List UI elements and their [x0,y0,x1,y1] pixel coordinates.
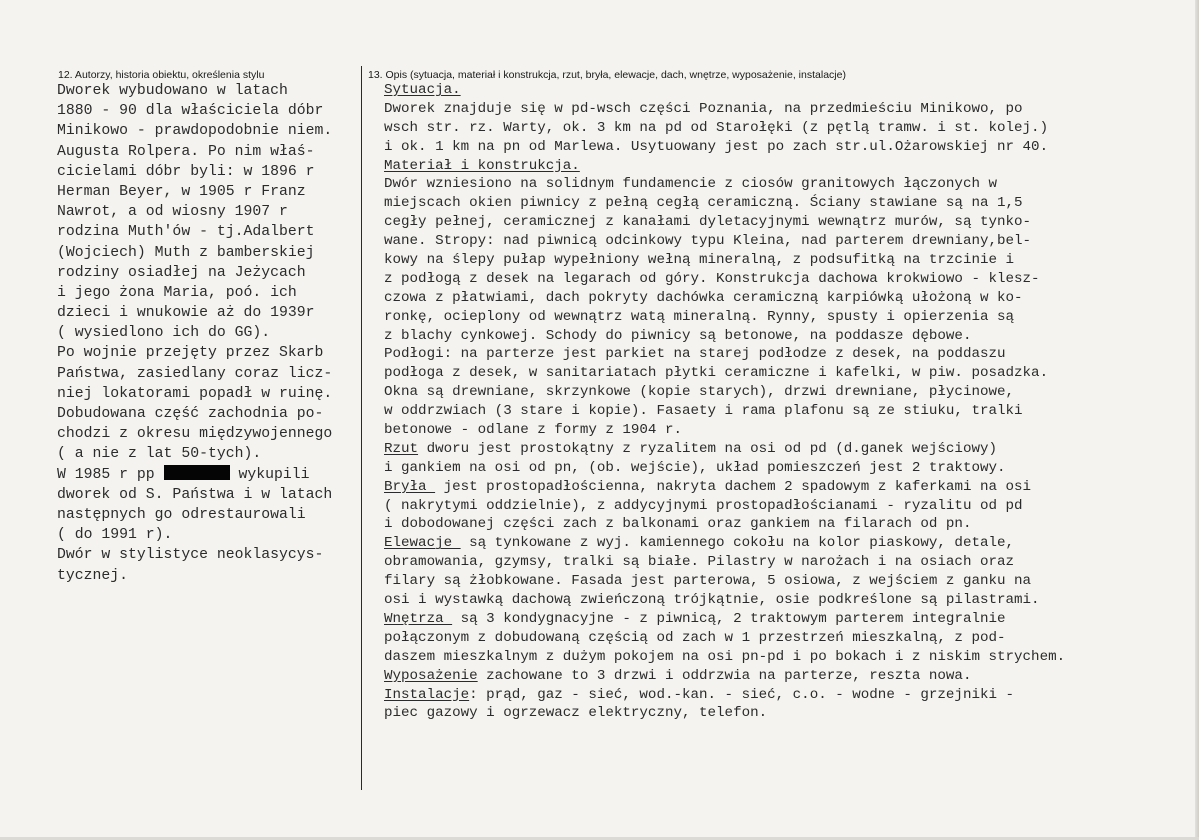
history-line: rodziny osiadłej na Jeżycach [57,264,306,281]
section-keyword: Bryła [384,478,436,495]
section-13-header: 13. Opis (sytuacja, materiał i konstrukcja, rzut, bryła, elewacje, dach, wnętrze, wyposażenie, instalacje) [368,69,846,81]
section-keyword: Elewacje [384,535,461,552]
description-line: wsch str. rz. Warty, ok. 3 km na pd od Starołęki (z pętlą tramw. i st. kolej.) [384,119,1049,136]
description-line: obramowania, gzymsy, tralki są białe. Pilastry w narożach i na osiach oraz [384,554,1015,571]
history-line-redacted [57,465,359,485]
section-instalacje: Instalacje: prąd, gaz - sieć, wod.-kan. - sieć, c.o. - wodne - grzejniki - [384,686,1015,703]
history-line: Państwa, zasiedlany coraz licz- [57,365,333,382]
description-line: kowy na ślepy pułap wypełniony wełną mineralną, z podsufitką na trzcinie i [384,252,1015,269]
history-line: 1880 - 90 dla właściciela dóbr [57,103,324,120]
history-text [57,81,359,586]
description-line: Podłogi: na parterze jest parkiet na starej podłodze z desek, na poddaszu [384,346,1006,363]
history-line: chodzi z okresu międzywojennego [57,426,333,443]
description-line: z podłogą z desek na legarach od góry. Konstrukcja dachowa krokwiowo - klesz- [384,270,1040,287]
history-line-start: W 1985 r pp [57,466,155,483]
section-elewacje: Elewacje są tynkowane z wyj. kamiennego cokołu na kolor piaskowy, detale, [384,535,1015,552]
description-line: betonowe - odlane z formy z 1904 r. [384,422,682,439]
description-line: ( nakrytymi oddzielnie), z addycyjnymi prostopadłościanami - ryzalitu od pd [384,497,1023,514]
description-line: daszem mieszkalnym z dużym pokojem na osi pn-pd i po bokach i z niskim strychem. [384,648,1066,665]
section-wnetrza: Wnętrza są 3 kondygnacyjne - z piwnicą, 2 traktowym parterem integralnie [384,610,1006,627]
description-line: i gankiem na osi od pn, (ob. wejście), układ pomieszczeń jest 2 traktowy. [384,459,1006,476]
section-keyword: Rzut [384,440,419,457]
section-rzut: Rzut dworu jest prostokątny z ryzalitem na osi od pd (d.ganek wejściowy) [384,440,998,457]
history-line: (Wojciech) Muth z bamberskiej [57,244,315,261]
description-line: osi i wystawką dachową zwieńczoną trójkątnie, osie podkreślone są pilastrami. [384,592,1040,609]
redacted-names [164,465,230,480]
description-line: podłoga z desek, w sanitariatach płytki ceramiczne i kafelki, w piw. posadzka. [384,365,1049,382]
section-bryla: Bryła jest prostopadłościenna, nakryta dachem 2 spadowym z kaferkami na osi [384,478,1032,495]
card-edge [1195,0,1199,840]
section-keyword: Wyposażenie [384,667,478,684]
section-keyword: Instalacje [384,686,470,703]
description-line: Dworek znajduje się w pd-wsch części Poznania, na przedmieściu Minikowo, po [384,100,1023,117]
column-divider [361,66,362,790]
history-line: Herman Beyer, w 1905 r Franz [57,183,306,200]
history-line: Nawrot, a od wiosny 1907 r [57,204,288,221]
history-line: Augusta Rolpera. Po nim właś- [57,143,315,160]
history-line: dworek od S. Państwa i w latach [57,486,333,503]
description-line: Okna są drewniane, skrzynkowe (kopie starych), drzwi drewniane, płycinowe, [384,384,1015,401]
description-line: wane. Stropy: nad piwnicą odcinkowy typu Kleina, nad parterem drewniany,bel- [384,233,1032,250]
history-line: Minikowo - prawdopodobnie niem. [57,123,333,140]
history-line: tycznej. [57,567,129,584]
history-line: rodzina Muth'ów - tj.Adalbert [57,224,315,241]
history-line-end: wykupili [238,466,310,483]
section-12-header: 12. Autorzy, historia obiektu, określenia stylu [58,69,265,81]
history-line: ( a nie z lat 50-tych). [57,446,262,463]
heading-sytuacja: Sytuacja. [384,82,461,98]
history-line: Po wojnie przejęty przez Skarb [57,345,324,362]
heading-material: Materiał i konstrukcja. [384,157,580,174]
description-line: cegły pełnej, ceramicznej z kanałami dyletacyjnymi wewnątrz murów, są tynko- [384,214,1032,231]
description-line: czowa z płatwiami, dach pokryty dachówka ceramiczną karpiówką ułożoną w ko- [384,289,1023,306]
description-line: z blachy cynkowej. Schody do piwnicy są betonowe, na poddasze dębowe. [384,327,972,344]
section-keyword: Wnętrza [384,610,453,627]
description-line: połączonym z dobudowaną częścią od zach w 1 przestrzeń mieszkalną, z pod- [384,629,1006,646]
description-line: miejscach okien piwnicy z pełną cegłą ceramiczną. Ściany stawiane są na 1,5 [384,195,1023,212]
history-line: Dworek wybudowano w latach [57,83,288,99]
description-line: i ok. 1 km na pn od Marlewa. Usytuowany jest po zach str.ul.Ożarowskiej nr 40. [384,138,1049,155]
description-line: filary są żłobkowane. Fasada jest parterowa, 5 osiowa, z wejściem z ganku na [384,573,1032,590]
history-line: Dobudowana część zachodnia po- [57,406,324,422]
history-line: ( wysiedlono ich do GG). [57,325,271,342]
history-line: niej lokatorami popadł w ruinę. [57,385,333,402]
history-line: cicielami dóbr byli: w 1896 r [57,163,315,180]
description-line: ronkę, ocieplony od wewnątrz watą mineralną. Rynny, spusty i opierzenia są [384,308,1015,325]
description-line: w oddrzwiach (3 stare i kopie). Fasaety i rama plafonu są ze stiuku, tralki [384,403,1023,420]
description-line: Dwór wzniesiono na solidnym fundamencie z ciosów granitowych łączonych w [384,176,997,193]
description-text [384,81,1192,723]
section-wyposazenie: Wyposażenie zachowane to 3 drzwi i oddrzwia na parterze, reszta nowa. [384,667,972,684]
history-line: dzieci i wnukowie aż do 1939r [57,305,315,322]
history-line: Dwór w stylistyce neoklasycys- [57,547,324,564]
description-line: piec gazowy i ogrzewacz elektryczny, telefon. [384,705,768,722]
history-line: i jego żona Maria, poó. ich [57,284,297,301]
history-line: ( do 1991 r). [57,527,173,544]
description-line: i dobodowanej części zach z balkonami oraz gankiem na filarach od pn. [384,516,972,533]
history-line: następnych go odrestaurowali [57,506,306,523]
